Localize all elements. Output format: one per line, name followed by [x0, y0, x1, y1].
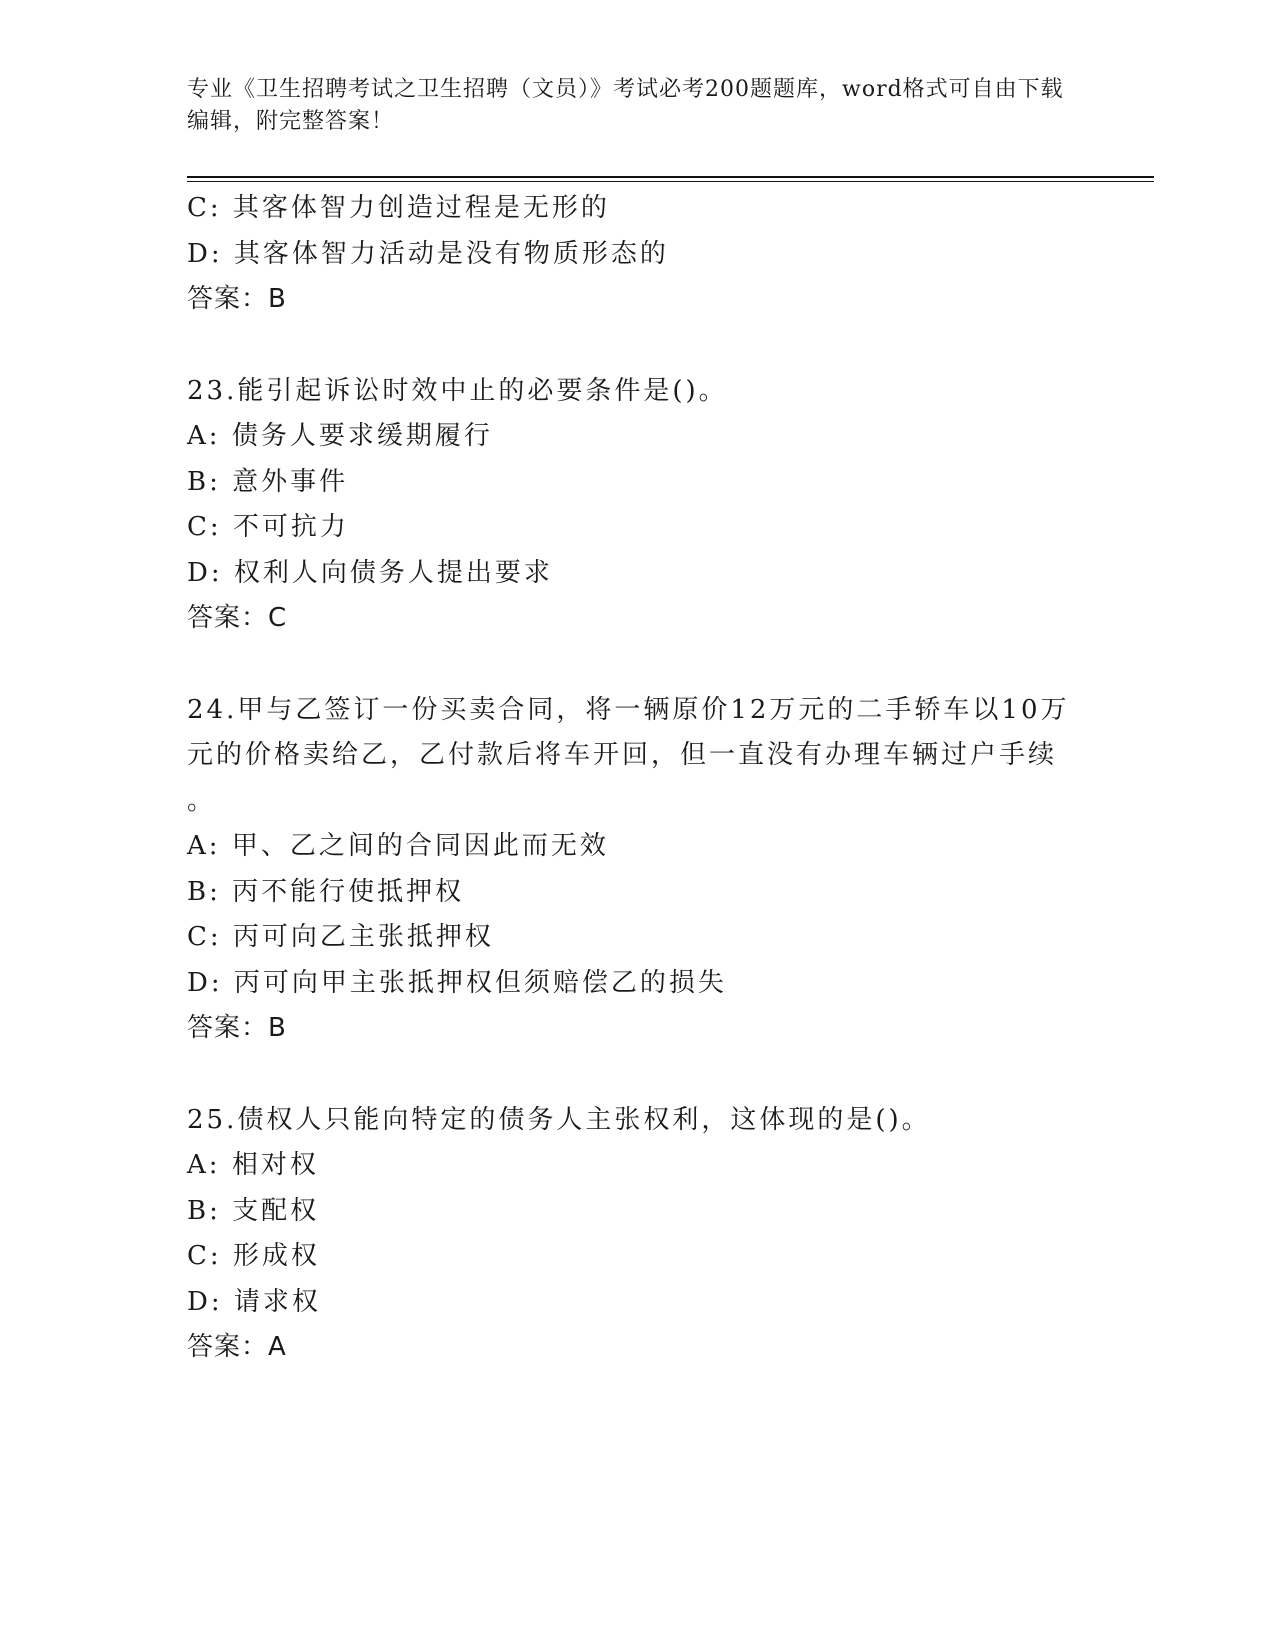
option-text: 支配权: [232, 1195, 320, 1226]
answer-line: 答案：A: [187, 1332, 287, 1362]
option-text: 丙不能行使抵押权: [232, 876, 465, 907]
option-text: 其客体智力创造过程是无形的: [232, 193, 610, 223]
option-line: [187, 870, 1087, 916]
question-stem-line: 24.甲与乙签订一份买卖合同，将一辆原价12万元的二手轿车以10万: [187, 694, 1070, 725]
header-rule-thick: [187, 176, 1154, 178]
option-line: [187, 824, 1087, 870]
option-label: C:: [187, 922, 222, 952]
option-line: [187, 460, 1087, 506]
spacer: [187, 1052, 1087, 1098]
option-line: [187, 1234, 1087, 1280]
option-text: 不可抗力: [232, 512, 349, 542]
option-text: 相对权: [231, 1150, 319, 1180]
option-text: 其客体智力活动是没有物质形态的: [233, 238, 669, 269]
answer-line: 答案：B: [187, 1013, 287, 1043]
option-text: 形成权: [232, 1241, 320, 1271]
answer-line: 答案：C: [187, 603, 288, 633]
option-line: [187, 186, 1087, 232]
option-label: A:: [187, 421, 221, 451]
option-label: C:: [187, 512, 222, 542]
option-text: 意外事件: [232, 466, 349, 497]
option-line: [187, 414, 1087, 460]
question-stem: 23.能引起诉讼时效中止的必要条件是()。: [187, 375, 728, 406]
header-rule-thin: [187, 181, 1154, 182]
option-line: [187, 505, 1087, 551]
option-label: A:: [187, 1150, 221, 1180]
question-list: [187, 186, 1087, 1371]
option-label: C:: [187, 1241, 222, 1271]
option-label: D:: [187, 238, 223, 269]
spacer: [187, 323, 1087, 369]
option-label: B:: [187, 876, 221, 907]
option-text: 丙可向甲主张抵押权但须赔偿乙的损失: [233, 967, 727, 998]
answer-line: 答案：B: [187, 284, 287, 314]
option-text: 债务人要求缓期履行: [231, 421, 493, 451]
option-text: 甲、乙之间的合同因此而无效: [231, 831, 609, 861]
option-line: [187, 551, 1087, 597]
option-label: D:: [187, 967, 223, 998]
question-stem-line: 元的价格卖给乙，乙付款后将车开回，但一直没有办理车辆过户手续: [187, 740, 1058, 770]
question-stem: 25.债权人只能向特定的债务人主张权利，这体现的是()。: [187, 1104, 931, 1135]
option-line: [187, 1189, 1087, 1235]
question-stem-line: 。: [187, 785, 217, 816]
option-line: [187, 1143, 1087, 1189]
option-text: 丙可向乙主张抵押权: [232, 922, 494, 952]
document-header: 专业《卫生招聘考试之卫生招聘（文员）》考试必考200题题库，word格式可自由下载编辑，附完整答案！: [187, 77, 1064, 134]
option-label: B:: [187, 1195, 221, 1226]
option-text: 请求权: [233, 1286, 321, 1317]
option-label: A:: [187, 831, 221, 861]
option-line: [187, 961, 1087, 1007]
option-label: C:: [187, 193, 222, 223]
option-label: D:: [187, 557, 223, 588]
option-label: B:: [187, 466, 221, 497]
spacer: [187, 642, 1087, 688]
option-line: [187, 1280, 1087, 1326]
option-text: 权利人向债务人提出要求: [233, 557, 553, 588]
option-line: [187, 915, 1087, 961]
option-line: [187, 232, 1087, 278]
option-label: D:: [187, 1286, 223, 1317]
